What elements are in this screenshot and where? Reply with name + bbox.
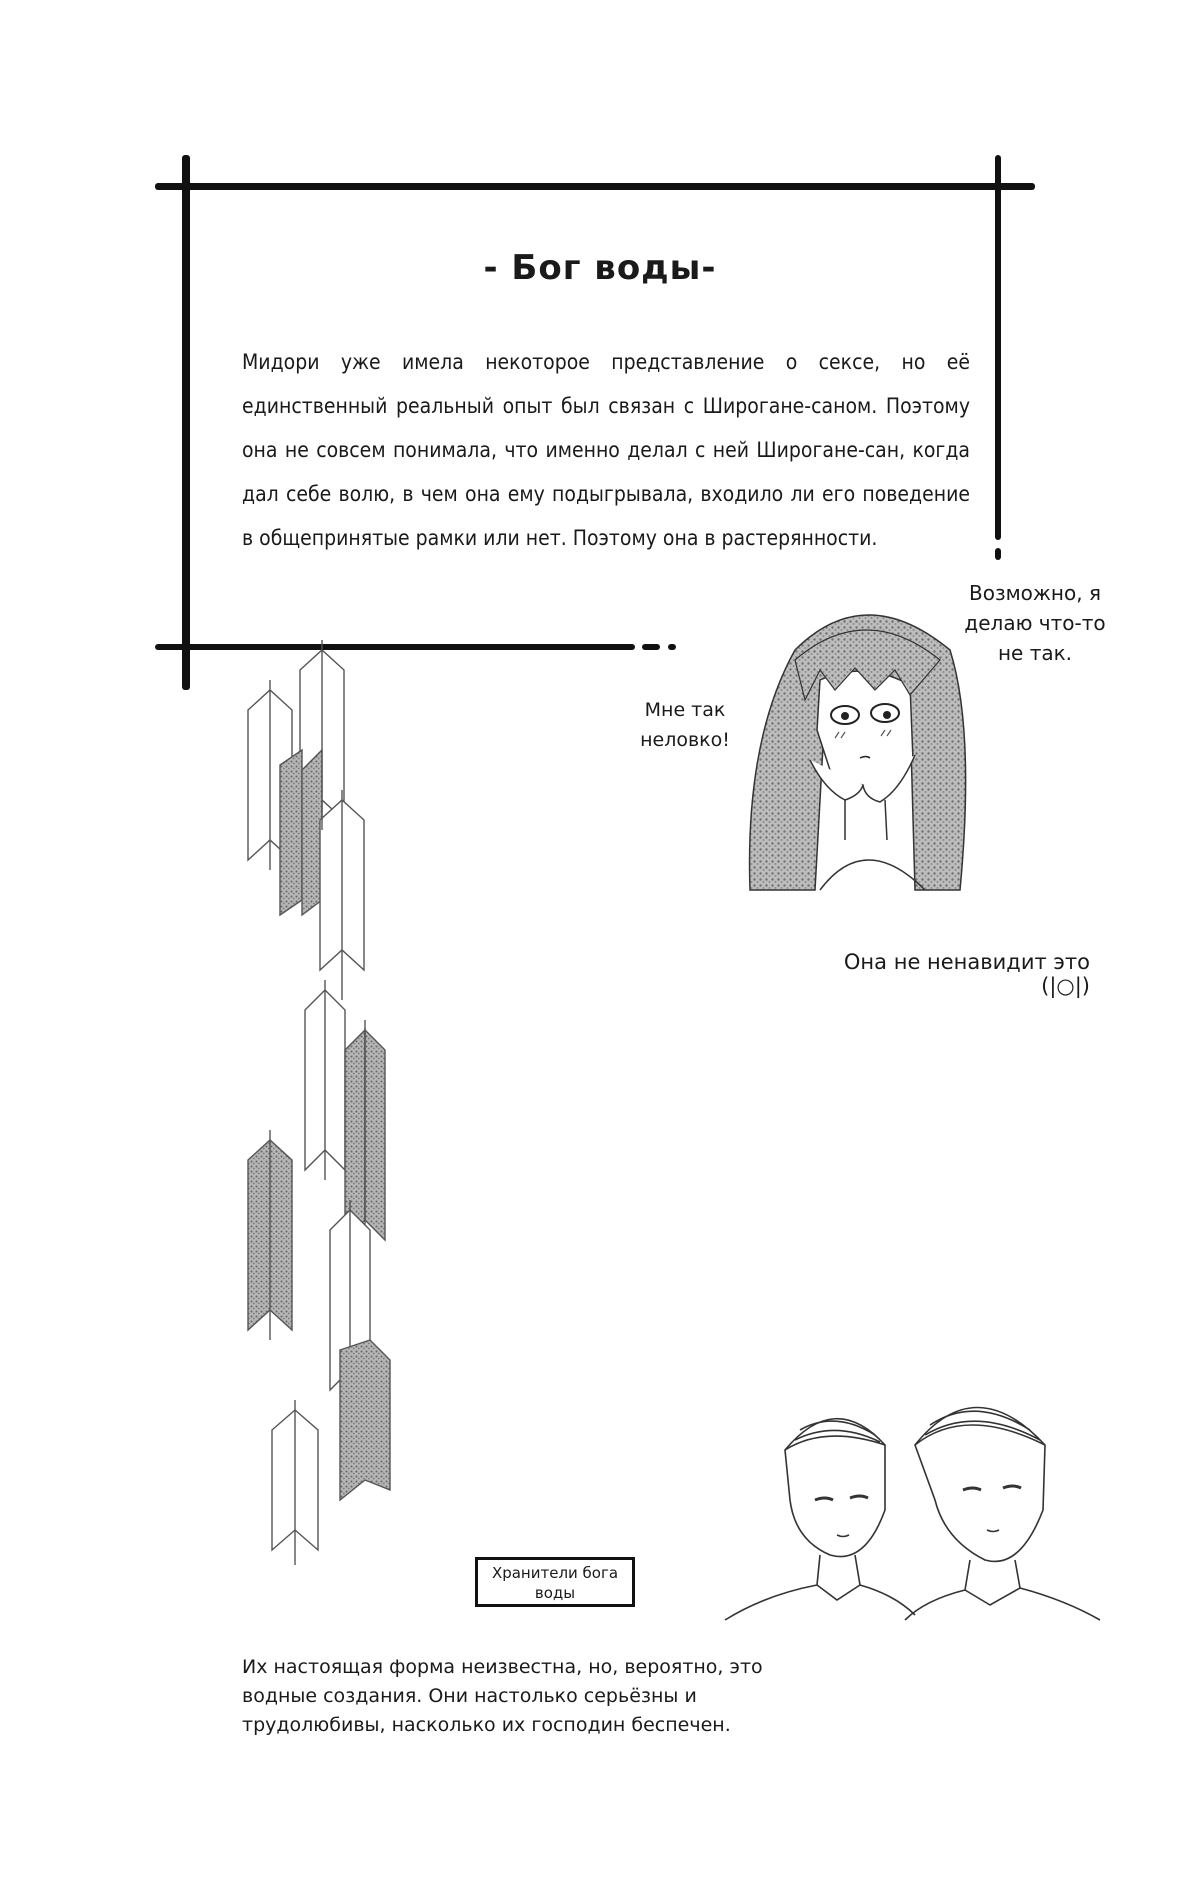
- speech-left: Мне так неловко!: [640, 699, 730, 751]
- feather-4: [302, 750, 322, 915]
- frame-bottom-dot: [668, 644, 676, 650]
- guardians-label: Хранители бога воды: [475, 1557, 635, 1607]
- girl-caption: Она не ненавидит это (|○|): [843, 950, 1090, 998]
- frame-right-tick: [995, 548, 1001, 560]
- frame-right-line: [995, 155, 1001, 540]
- guardians-description: Их настоящая форма неизвестна, но, вероятно, это водные создания. Они настолько серьёзны и трудолюбивы, насколько их господин беспечен.: [242, 1656, 763, 1736]
- feather-3: [280, 750, 302, 915]
- feather-11: [340, 1340, 390, 1500]
- frame-bottom-dash: [642, 644, 660, 650]
- speech-right: Возможно, я делаю что-то не так.: [964, 581, 1106, 665]
- frame-left-line: [182, 155, 190, 690]
- feather-7: [345, 1030, 365, 1240]
- guardians-illustration: [725, 1390, 1105, 1620]
- page-title: - Бог воды-: [483, 248, 717, 288]
- frame-top-line: [155, 183, 1035, 190]
- intro-paragraph: Мидори уже имела некоторое представление о сексе, но её единственный реальный опыт был связан с Широгане-саном. Поэтому она не совсем понимала, что именно делал с ней Широгане-сан, когда дал себе волю, в чем она ему подыгрывала, входило ли его поведение в общепринятые рамки или нет. Поэтому она в растерянности.: [242, 350, 970, 550]
- feather-8: [365, 1030, 385, 1240]
- arrow-feathers-decoration: [240, 650, 440, 1570]
